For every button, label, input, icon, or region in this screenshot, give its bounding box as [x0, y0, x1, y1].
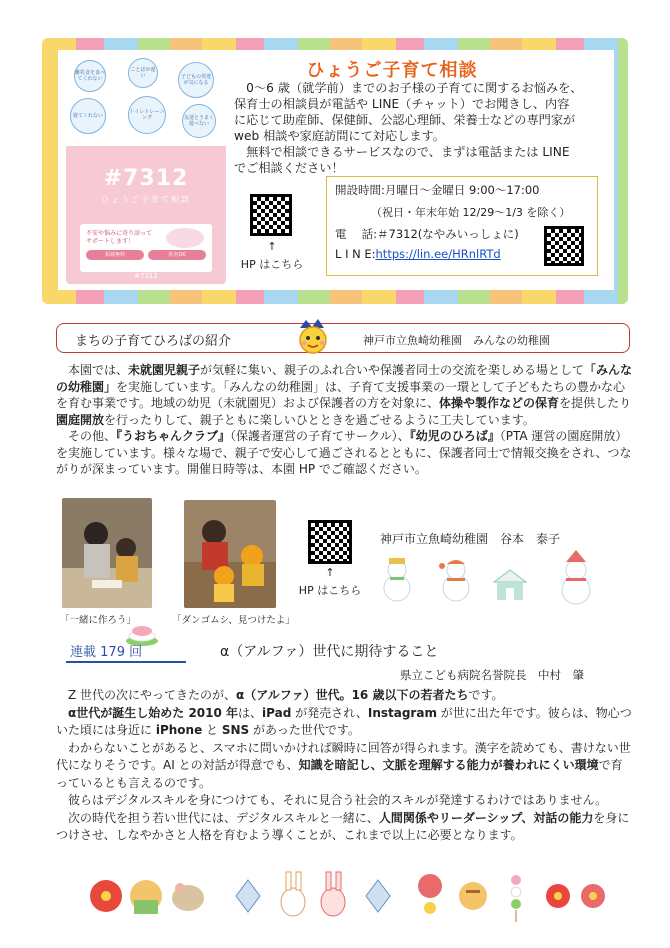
body-text: が世に出た年です。彼らは、物心ついた頃には身近に [56, 705, 632, 737]
intro-line: web 相談や家庭訪問にて対応します。 [234, 129, 445, 143]
poster-top [66, 54, 226, 146]
body-text: 彼らはデジタルスキルを身につけても、それに見合う社会的スキルが発達するわけではありません。 [56, 793, 608, 807]
plum-flower-icon [90, 880, 122, 912]
snow-house-icon [490, 566, 530, 602]
emphasis-text: Instagram [367, 705, 437, 720]
emphasis-text: 「みんなの幼稚園」 [56, 363, 633, 394]
line-link[interactable]: https://lin.ee/HRnlRTd [375, 247, 501, 261]
body-text: 次の時代を担う若い世代には、デジタルスキルと一緒に、 [56, 810, 379, 825]
emphasis-text: 人間関係やリーダーシップ、対話の能力 [378, 810, 594, 825]
rabbit-icon [321, 872, 345, 916]
column-paragraph [56, 810, 632, 845]
emphasis-text: 『幼児のひろば』 [409, 429, 500, 443]
emphasis-text: 『うおちゃんクラブ』 [116, 429, 231, 443]
photo-caption-2: 「ダンゴムシ、見つけたよ」 [172, 615, 295, 626]
poster-bubble: トイレトレーニング [128, 96, 166, 134]
kindergarten-hp-label: HP はこちら [298, 584, 362, 597]
column-paragraph [56, 705, 632, 740]
banner-intro [234, 80, 610, 176]
series-number [70, 641, 142, 660]
plaza-author: 神戸市立魚崎幼稚園 谷本 泰子 [380, 532, 561, 546]
body-text: わからないことがあると、スマホに問いかければ瞬時に回答が得られます。漢字を読めても、書けない世代になりそうです。AI との対話が得意でも、 [56, 740, 631, 772]
body-text: と [202, 723, 222, 737]
hours-closed: （祝日・年末年始 12/29～1/3 を除く） [371, 206, 571, 219]
body-text: です。 [468, 688, 504, 702]
emphasis-text: α（アルファ）世代。16 歳以下の若者たち [236, 688, 469, 702]
body-text [56, 706, 68, 720]
kite-icon [366, 880, 390, 912]
poster-illustration [166, 228, 204, 248]
banner-title: ひょうご子育て相談 [306, 60, 478, 81]
series-suffix: 回 [129, 645, 143, 660]
emphasis-text: 未就園児親子 [128, 363, 201, 377]
body-text: を行ったりして、親子ともに楽しいひとときを過ごせるように工夫しています。 [104, 412, 535, 427]
line-qr-code[interactable] [544, 226, 584, 266]
poster-footer: #7312 [134, 272, 158, 280]
poster-number: #7312 [103, 166, 189, 191]
body-text: その他、 [56, 429, 117, 443]
plum-flower-icon [418, 874, 442, 914]
column-author: 県立こども病院名誉院長 中村 肇 [400, 668, 584, 682]
body-text: が発売され、 [291, 705, 368, 720]
arrow-up-icon: ↑ [267, 240, 277, 253]
emphasis-text: α世代が誕生し始めた 2010 年 [68, 705, 239, 720]
poster-bubble: ことばが遅い [128, 58, 158, 88]
poster-anon-badge: 匿名OK [148, 250, 206, 260]
poster-bubble: 友達とうまく遊べない [182, 104, 216, 138]
arrow-up-icon: ↑ [325, 566, 335, 579]
emphasis-text: 知識を暗記し、文脈を理解する能力が養われにくい環境 [298, 758, 599, 772]
intro-line: 保育士の相談員が電話や LINE（チャット）でお聞きし、内容 [234, 97, 570, 111]
tiger-icon [459, 882, 487, 910]
snowman-icon [380, 556, 414, 604]
poster-free-badge: 相談無料 [86, 250, 144, 260]
column-title: α（アルファ）世代に期待すること [220, 644, 439, 660]
hours-open: 開設時間:月曜日～金曜日 9:00～17:00 [335, 183, 540, 197]
series-prefix: 連載 [70, 645, 97, 660]
snowman-icon [558, 550, 594, 608]
hp-qr-code[interactable] [250, 194, 292, 236]
poster-bubble: 寝てくれない [70, 98, 106, 134]
body-text: 本園では、 [56, 363, 129, 377]
column-body [56, 687, 632, 845]
body-text: は、 [238, 705, 263, 720]
hyogo-consult-poster [66, 54, 226, 284]
poster-card [80, 224, 212, 272]
body-text: を身につけさせ、しなやかさと人格を育むよう導くことが、これまで以上に必要となります。 [56, 810, 630, 842]
emphasis-text: iPhone [155, 723, 203, 737]
plaza-paragraph [56, 362, 634, 428]
poster-bubble: 子どもの発達が気になる [178, 62, 214, 98]
emphasis-text: SNS [221, 723, 250, 737]
dango-icon [511, 875, 521, 922]
photo-caption-1: 「一緒に作ろう」 [60, 615, 137, 626]
new-year-decorations [88, 866, 608, 926]
kite-icon [236, 880, 260, 912]
kindergarten-qr-code[interactable] [308, 520, 352, 564]
body-text: を実施しています。「みんなの幼稚園」は、子育て支援事業の一環として子どもたちの豊かな心を育む事業です。地域の幼児（未就園児）および保護者の方を対象に、 [56, 379, 626, 410]
column-paragraph [56, 792, 632, 810]
intro-line: 無料で相談できるサービスなので、まずは電話または LINE [234, 145, 570, 159]
body-text: を提供したり [559, 396, 632, 410]
plaza-paragraph [56, 428, 634, 478]
shishimai-icon [130, 880, 162, 914]
snowman-icon [436, 556, 476, 604]
poster-bubble: 離乳食を食べてくれない [74, 60, 106, 92]
photo-found-pillbug [184, 500, 276, 608]
emphasis-text: 体操や製作などの保育 [439, 396, 560, 410]
rat-icon [172, 883, 204, 911]
hours-line [335, 245, 501, 264]
hours-phone: 電 話:＃7312(なやみいっしょに) [335, 227, 519, 241]
series-underline [66, 661, 186, 663]
series-num: 179 [100, 645, 125, 660]
plaza-body [56, 362, 634, 478]
plum-flower-icon [546, 884, 570, 908]
poster-card-text: 不安や悩みに寄り添ってサポートします！ [86, 230, 153, 245]
plaza-header: まちの子育てひろばの紹介 [75, 334, 232, 349]
intro-line: 0～6 歳（就学前）までのお子様の子育てに関するお悩みを、 [234, 81, 583, 95]
line-label: L I N E: [335, 247, 376, 261]
emphasis-text: iPad [262, 705, 292, 720]
plum-flower-icon [581, 884, 605, 908]
body-text: が気軽に集い、親子のふれ合いや保護者同士の交流を楽しめる場として [200, 363, 585, 377]
mascot-icon [296, 318, 330, 358]
intro-line: に応じて助産師、保健師、公認心理師、栄養士などの専門家が [234, 113, 576, 127]
rabbit-icon [281, 872, 305, 916]
body-text: で育っているとも言えるのです。 [56, 758, 623, 790]
body-text: （PTA 運営の園庭開放）を実施しています。様々な場で、親子で安心して過ごされるとともに、保護者同士で情報交換をされ、つながりが深まっています。開催日時等は、本園 HP でご確認ください。 [56, 429, 632, 476]
plaza-header-box [56, 323, 630, 353]
photo-making-together [62, 498, 152, 608]
column-paragraph [56, 740, 632, 793]
plaza-school: 神戸市立魚崎幼稚園 みんなの幼稚園 [363, 334, 550, 347]
body-text: があった世代です。 [249, 723, 360, 737]
intro-line: でご相談ください！ [234, 161, 344, 175]
emphasis-text: 園庭開放 [56, 412, 105, 427]
column-paragraph [56, 687, 632, 705]
body-text: Z 世代の次にやってきたのが、 [56, 688, 237, 702]
body-text: （保護者運営の子育てサークル）、 [230, 429, 410, 443]
poster-subtitle: ひょうご子育て相談 [101, 195, 191, 204]
hp-label: HP はこちら [240, 258, 304, 271]
